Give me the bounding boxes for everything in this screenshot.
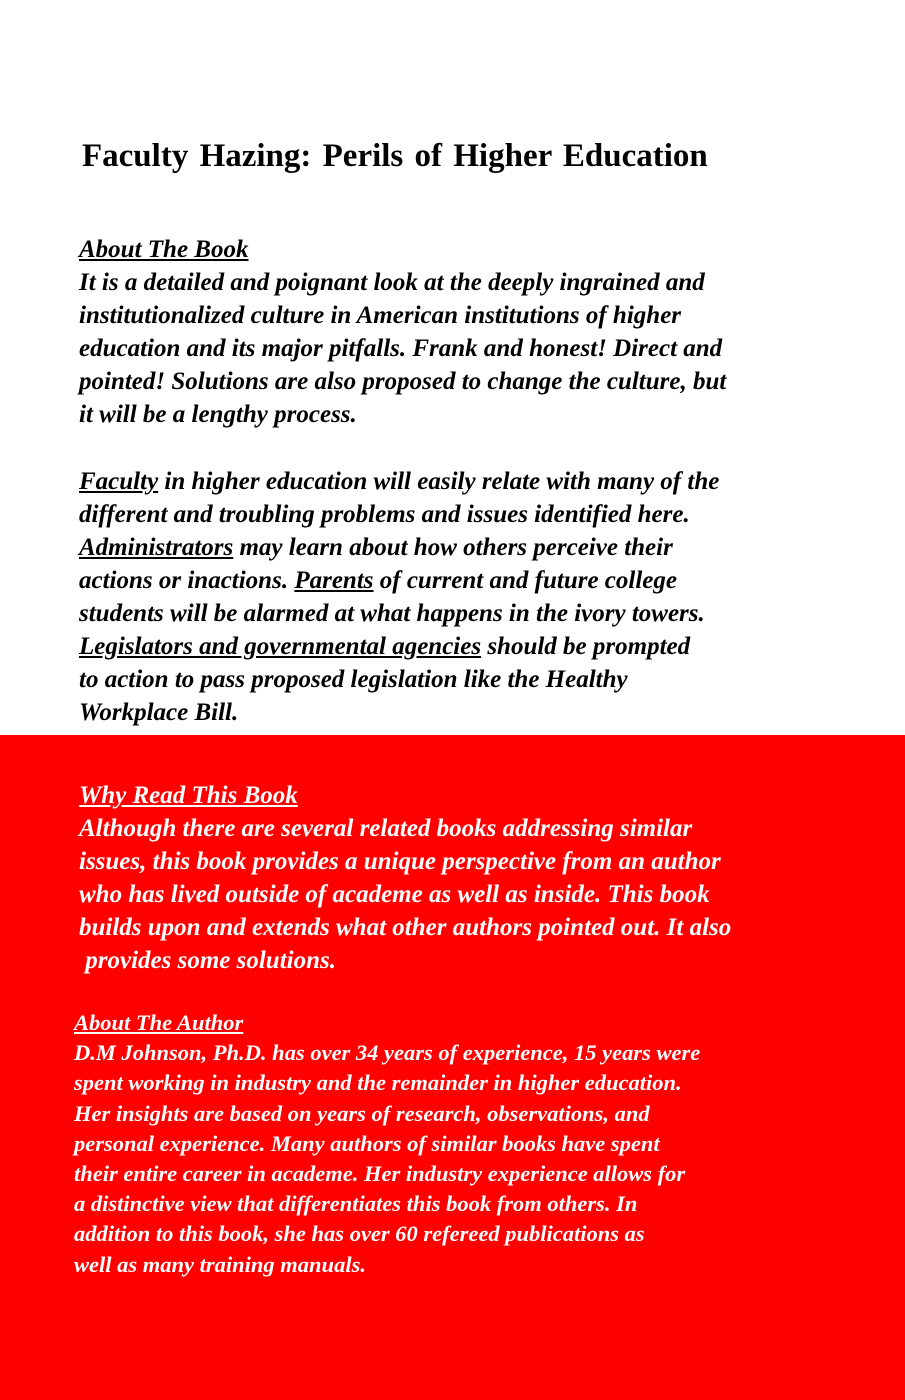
about-book-line: institutionalized culture in American institutions of higher	[79, 302, 682, 329]
parents-term: Parents	[294, 567, 374, 594]
audience-line	[79, 465, 719, 498]
about-author-line: Her insights are based on years of research, observations, and	[74, 1100, 650, 1126]
why-read-line: issues, this book provides a unique perspective from an author	[79, 848, 721, 875]
audience-line: Workplace Bill.	[79, 699, 239, 726]
about-the-book-section	[79, 233, 726, 431]
audience-line	[79, 564, 719, 597]
audience-text: of current and future college	[373, 567, 677, 594]
audience-line: different and troubling problems and issues identified here.	[79, 501, 690, 528]
about-author-line: spent working in industry and the remainder in higher education.	[74, 1070, 682, 1096]
about-book-line: It is a detailed and poignant look at the deeply ingrained and	[79, 269, 705, 296]
about-author-line: D.M Johnson, Ph.D. has over 34 years of experience, 15 years were	[74, 1040, 701, 1066]
about-book-line: education and its major pitfalls. Frank and honest! Direct and	[79, 335, 723, 362]
audience-line	[79, 531, 719, 564]
why-read-line: builds upon and extends what other authors pointed out. It also	[79, 914, 732, 941]
about-author-line: well as many training manuals.	[74, 1251, 366, 1277]
faculty-term: Faculty	[79, 468, 159, 495]
about-book-line: pointed! Solutions are also proposed to change the culture, but	[79, 368, 727, 395]
audience-text: in higher education will easily relate with many of the	[158, 468, 720, 495]
about-the-author-heading: About The Author	[74, 1010, 244, 1035]
why-read-heading: Why Read This Book	[79, 782, 298, 809]
about-author-line: addition to this book, she has over 60 refereed publications as	[74, 1221, 645, 1247]
why-read-line: Although there are several related books addressing similar	[79, 815, 693, 842]
about-author-line: their entire career in academe. Her industry experience allows for	[74, 1161, 686, 1187]
why-read-line: who has lived outside of academe as well as inside. This book	[79, 881, 710, 908]
audience-text: may learn about how others perceive their	[233, 534, 673, 561]
audience-line: to action to pass proposed legislation like the Healthy	[79, 666, 628, 693]
legislators-term: Legislators and governmental agencies	[79, 633, 482, 660]
why-read-section	[79, 779, 731, 977]
administrators-term: Administrators	[79, 534, 234, 561]
book-title: Faculty Hazing: Perils of Higher Education	[82, 138, 708, 174]
about-author-line: a distinctive view that differentiates this book from others. In	[74, 1191, 638, 1217]
about-author-line: personal experience. Many authors of similar books have spent	[74, 1130, 660, 1156]
about-book-line: it will be a lengthy process.	[79, 401, 357, 428]
audience-text: should be prompted	[481, 633, 691, 660]
audience-text: actions or inactions.	[79, 567, 295, 594]
audience-section	[79, 465, 719, 729]
about-the-book-heading: About The Book	[79, 236, 249, 263]
why-read-line: provides some solutions.	[79, 947, 336, 974]
audience-line: students will be alarmed at what happens in the ivory towers.	[79, 600, 705, 627]
audience-line	[79, 630, 719, 663]
about-the-author-section	[74, 1008, 700, 1280]
